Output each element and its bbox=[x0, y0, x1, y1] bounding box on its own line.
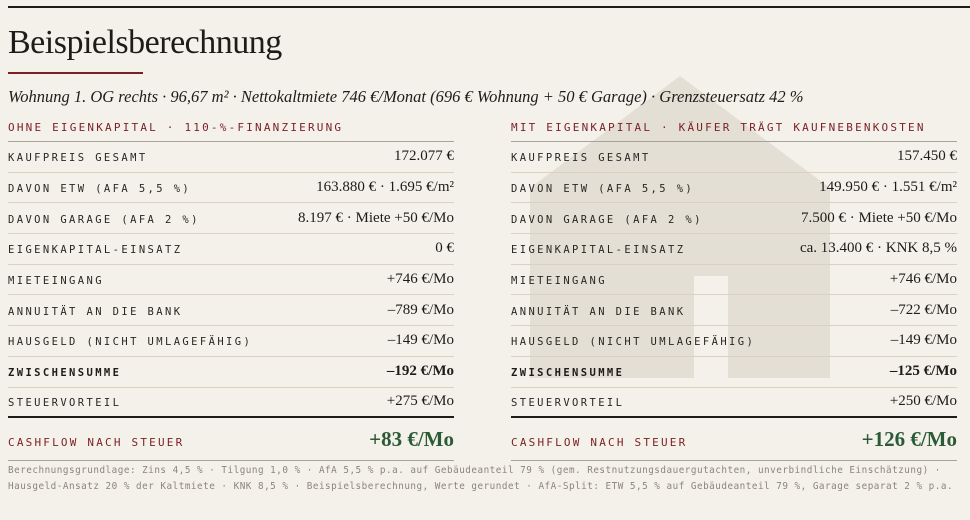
row-label: ANNUITÄT AN DIE BANK bbox=[8, 305, 183, 318]
row-label: DAVON GARAGE (AFA 2 %) bbox=[511, 213, 703, 226]
page-title: Beispielsberechnung bbox=[8, 24, 282, 61]
table-row bbox=[511, 295, 957, 326]
cashflow-label: CASHFLOW NACH STEUER bbox=[8, 435, 185, 449]
row-value: +250 €/Mo bbox=[889, 393, 957, 410]
row-value: +746 €/Mo bbox=[386, 271, 454, 288]
row-label: STEUERVORTEIL bbox=[511, 397, 625, 410]
subtotal-row bbox=[8, 357, 454, 388]
row-label: MIETEINGANG bbox=[511, 275, 607, 288]
row-value: –722 €/Mo bbox=[890, 301, 957, 318]
table-row bbox=[511, 203, 957, 234]
row-value: 149.950 € · 1.551 €/m² bbox=[819, 179, 957, 196]
row-label: HAUSGELD (NICHT UMLAGEFÄHIG) bbox=[8, 336, 253, 349]
row-value: –789 €/Mo bbox=[387, 301, 454, 318]
row-value: +746 €/Mo bbox=[889, 271, 957, 288]
row-value: –125 €/Mo bbox=[889, 363, 957, 380]
page-subtitle: Wohnung 1. OG rechts · 96,67 m² · Nettokaltmiete 746 €/Monat (696 € Wohnung + 50 € Garage) · Grenzsteuersatz 42 % bbox=[8, 87, 804, 106]
row-value: –149 €/Mo bbox=[387, 332, 454, 349]
row-label: STEUERVORTEIL bbox=[8, 397, 122, 410]
row-label: ANNUITÄT AN DIE BANK bbox=[511, 305, 686, 318]
row-label: EIGENKAPITAL-EINSATZ bbox=[511, 244, 686, 257]
table-row bbox=[511, 265, 957, 296]
row-value: 172.077 € bbox=[394, 148, 454, 165]
table-row bbox=[8, 173, 454, 204]
row-value: 7.500 € · Miete +50 €/Mo bbox=[801, 209, 957, 226]
subtotal-row bbox=[511, 357, 957, 388]
table-row bbox=[8, 295, 454, 326]
row-value: 163.880 € · 1.695 €/m² bbox=[316, 179, 454, 196]
scenario-column-without-equity bbox=[8, 118, 454, 461]
top-rule bbox=[8, 6, 970, 8]
row-label: KAUFPREIS GESAMT bbox=[8, 152, 148, 165]
row-label: MIETEINGANG bbox=[8, 275, 104, 288]
table-row bbox=[511, 234, 957, 265]
row-value: –192 €/Mo bbox=[386, 363, 454, 380]
divider bbox=[511, 460, 957, 461]
row-label: DAVON ETW (AFA 5,5 %) bbox=[8, 183, 192, 196]
table-row bbox=[511, 388, 957, 419]
row-label: HAUSGELD (NICHT UMLAGEFÄHIG) bbox=[511, 336, 756, 349]
table-row bbox=[511, 142, 957, 173]
row-value: –149 €/Mo bbox=[890, 332, 957, 349]
row-label: DAVON GARAGE (AFA 2 %) bbox=[8, 213, 200, 226]
row-value: 157.450 € bbox=[897, 148, 957, 165]
table-row bbox=[511, 173, 957, 204]
table-row bbox=[511, 326, 957, 357]
divider bbox=[8, 460, 454, 461]
table-row bbox=[8, 234, 454, 265]
table-row bbox=[8, 388, 454, 419]
row-value: 0 € bbox=[435, 240, 454, 257]
cashflow-value: +83 €/Mo bbox=[369, 426, 454, 451]
footnote: Berechnungsgrundlage: Zins 4,5 % · Tilgung 1,0 % · AfA 5,5 % p.a. auf Gebäudeanteil 79 % (gem. Restnutzungsdauergutachten, unverbindliche Einschätzung) · Hausgeld-Ansatz 20 % der Kaltmiete · KNK 8,5 % · Beispielsberechnung, Werte gerundet · AfA-Split: ETW 5,5 % auf Gebäudeanteil 79 %, Garage separat 2 % p.a. bbox=[8, 465, 954, 492]
row-label: EIGENKAPITAL-EINSATZ bbox=[8, 244, 183, 257]
row-label: ZWISCHENSUMME bbox=[511, 367, 625, 380]
cashflow-value: +126 €/Mo bbox=[861, 426, 957, 451]
row-value: +275 €/Mo bbox=[386, 393, 454, 410]
cashflow-row bbox=[511, 418, 957, 460]
column-heading: OHNE EIGENKAPITAL · 110-%-FINANZIERUNG bbox=[8, 118, 454, 142]
table-row bbox=[8, 142, 454, 173]
title-underline bbox=[8, 72, 143, 74]
row-label: DAVON ETW (AFA 5,5 %) bbox=[511, 183, 695, 196]
row-label: ZWISCHENSUMME bbox=[8, 367, 122, 380]
table-row bbox=[8, 203, 454, 234]
row-label: KAUFPREIS GESAMT bbox=[511, 152, 651, 165]
table-row bbox=[8, 326, 454, 357]
cashflow-row bbox=[8, 418, 454, 460]
row-value: ca. 13.400 € · KNK 8,5 % bbox=[799, 240, 957, 257]
scenario-column-with-equity bbox=[511, 118, 957, 461]
column-heading: MIT EIGENKAPITAL · KÄUFER TRÄGT KAUFNEBENKOSTEN bbox=[511, 118, 957, 142]
table-row bbox=[8, 265, 454, 296]
row-value: 8.197 € · Miete +50 €/Mo bbox=[298, 209, 454, 226]
cashflow-label: CASHFLOW NACH STEUER bbox=[511, 435, 688, 449]
